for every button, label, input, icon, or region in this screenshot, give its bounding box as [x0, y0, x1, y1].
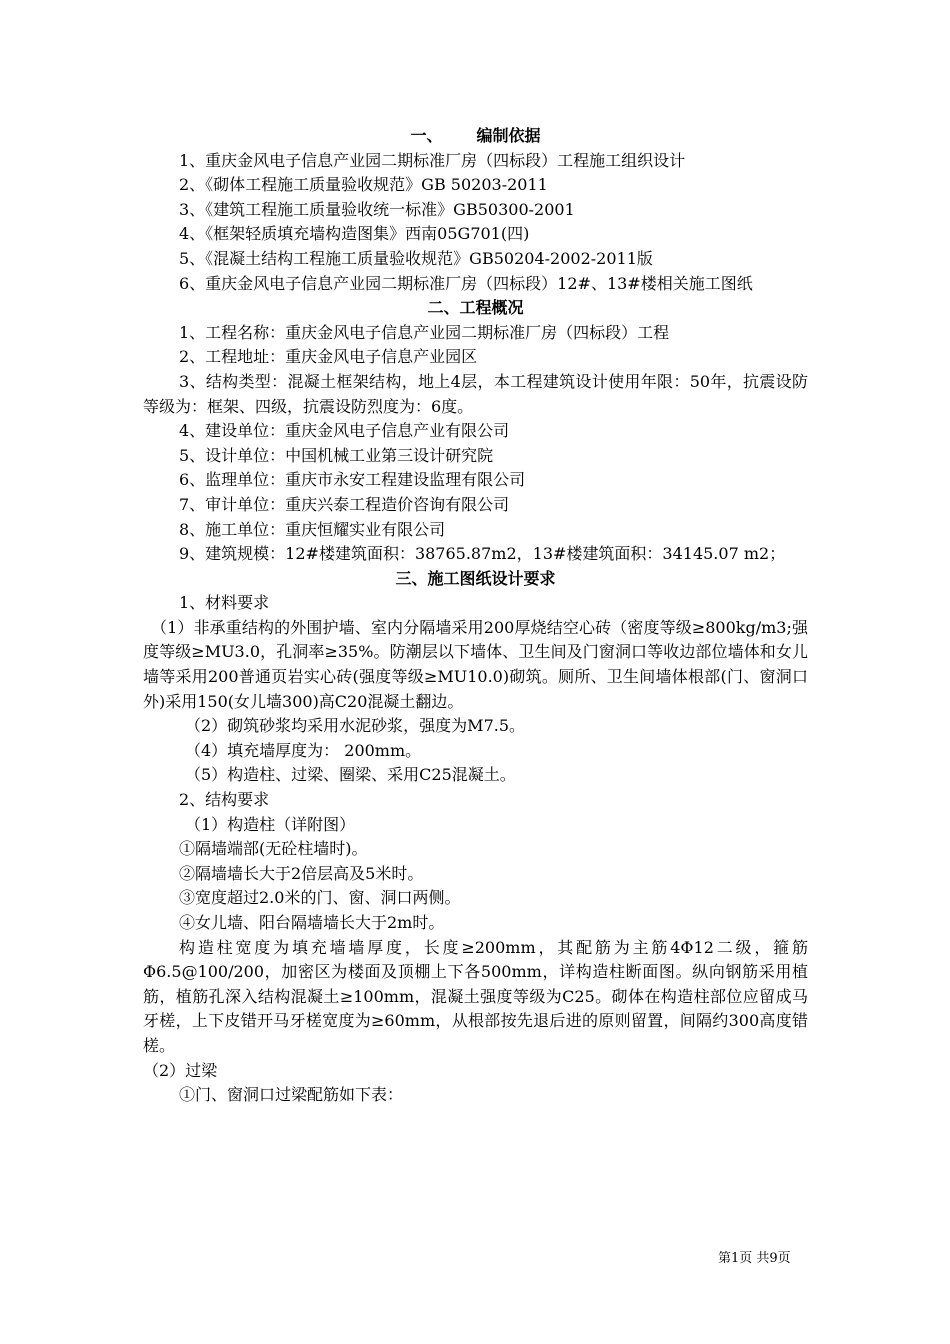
column-item-3: ③宽度超过2.0米的门、窗、洞口两侧。 [179, 888, 461, 908]
page-number-footer: 第1页 共9页 [718, 1251, 791, 1266]
overview-item-9: 9、建筑规模：12#楼建筑面积：38765.87m2，13#楼建筑面积：34145.07 m2； [179, 544, 786, 564]
section-1-number: 一、 [410, 126, 443, 145]
basis-item-4: 4、《框架轻质填充墙构造图集》西南05G701(四) [179, 224, 530, 244]
document-page [143, 124, 808, 1108]
section-1-heading [143, 124, 808, 149]
basis-item-1: 1、重庆金风电子信息产业园二期标准厂房（四标段）工程施工组织设计 [179, 150, 686, 170]
column-paragraph: 构造柱宽度为填充墙墙厚度，长度≥200mm，其配筋为主筋4Φ12二级，箍筋Φ6.5@100/200，加密区为楼面及顶棚上下各500mm，详构造柱断面图。纵向钢筋采用植筋，植筋孔深入结构混凝土≥100mm，混凝土强度等级为C25。砌体在构造柱部位应留成马牙槎，上下皮错开马牙槎宽度为≥60mm，从根部按先退后进的原则留置，间隔约300高度错槎。 [143, 937, 808, 1055]
material-item-5: （5）构造柱、过梁、圈梁、采用C25混凝土。 [185, 765, 516, 785]
column-heading: （1）构造柱（详附图） [185, 814, 356, 834]
material-item-1: （1）非承重结构的外围护墙、室内分隔墙采用200厚烧结空心砖（密度等级≥800kg/m3;强度等级≥MU3.0，孔洞率≥35%。防潮层以下墙体、卫生间及门窗洞口等收边部位墙体和女儿墙等采用200普通页岩实心砖(强度等级≥MU10.0)砌筑。厕所、卫生间墙体根部(门、窗洞口外)采用150(女儿墙300)高C20混凝土翻边。 [143, 617, 808, 711]
material-heading: 1、材料要求 [179, 593, 270, 613]
basis-item-6: 6、重庆金风电子信息产业园二期标准厂房（四标段）12#、13#楼相关施工图纸 [179, 273, 753, 293]
column-item-2: ②隔墙墙长大于2倍层高及5米时。 [179, 863, 424, 883]
column-item-4: ④女儿墙、阳台隔墙墙长大于2m时。 [179, 913, 445, 932]
overview-item-4: 4、建设单位：重庆金风电子信息产业有限公司 [179, 421, 510, 441]
material-item-4: （4）填充墙厚度为： 200mm。 [185, 740, 422, 760]
overview-item-1: 1、工程名称：重庆金风电子信息产业园二期标准厂房（四标段）工程 [179, 322, 670, 342]
basis-item-5: 5、《混凝土结构工程施工质量验收规范》GB50204-2002-2011版 [179, 248, 653, 268]
overview-item-2: 2、工程地址：重庆金风电子信息产业园区 [179, 347, 478, 367]
overview-item-3: 3、结构类型：混凝土框架结构，地上4层，本工程建筑设计使用年限：50年，抗震设防等级为：框架、四级，抗震设防烈度为：6度。 [143, 371, 808, 416]
lintel-item-1: ①门、窗洞口过梁配筋如下表： [179, 1085, 404, 1105]
basis-item-3: 3、《建筑工程施工质量验收统一标准》GB50300-2001 [179, 199, 575, 219]
column-item-1: ①隔墙端部(无砼柱墙时)。 [179, 839, 368, 859]
section-1-title: 编制依据 [476, 126, 541, 145]
overview-item-8: 8、施工单位：重庆恒耀实业有限公司 [179, 519, 446, 539]
lintel-heading: （2）过梁 [143, 1060, 218, 1080]
section-3-heading: 三、施工图纸设计要求 [395, 568, 556, 588]
overview-item-5: 5、设计单位：中国机械工业第三设计研究院 [179, 445, 494, 465]
structure-heading: 2、结构要求 [179, 790, 270, 810]
basis-item-2: 2、《砌体工程施工质量验收规范》GB 50203-2011 [179, 175, 548, 195]
material-item-2: （2）砌筑砂浆均采用水泥砂浆，强度为M7.5。 [185, 716, 526, 736]
overview-item-6: 6、监理单位：重庆市永安工程建设监理有限公司 [179, 470, 526, 490]
overview-item-7: 7、审计单位：重庆兴泰工程造价咨询有限公司 [179, 494, 510, 514]
section-2-heading: 二、工程概况 [427, 298, 524, 318]
